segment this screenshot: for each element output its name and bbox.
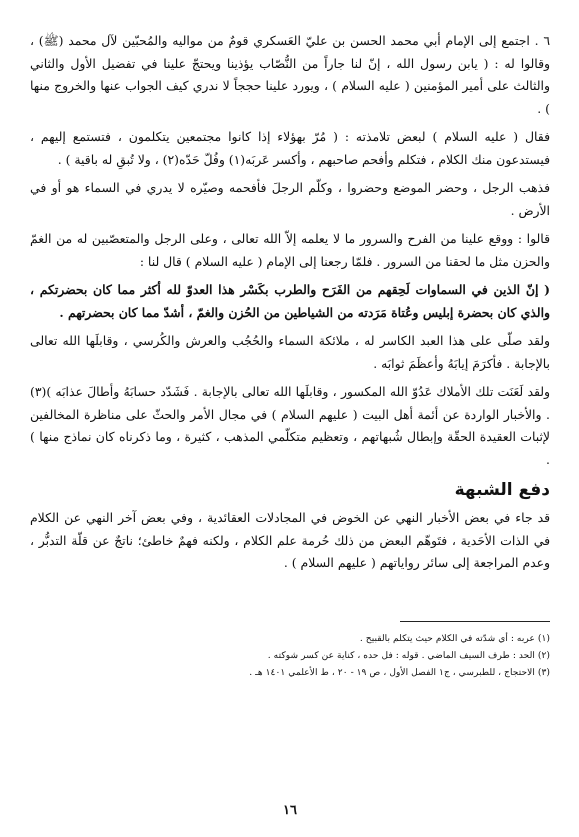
page-number: ١٦: [283, 803, 297, 818]
paragraph-6: ولقد صلّى على هذا العبد الكاسر له ، ملائكة السماء والحُجُب والعرش والكُرسي ، وقابلَها الله تعالى بالإجابة . فأكرَمَ إيابَهُ وأعظَمَ ثوابَه .: [30, 333, 550, 371]
paragraph-2: فقال ( عليه السلام ) لبعض تلامذته : ( مُرّ بهؤلاء إذا كانوا مجتمعين يتكلمون ، فتستمع إليهم ، فيستدعون منك الكلام ، فتكلم وأفحم صاحبهم ، وأكسر عَربَه(١) وفُلّ حَدّه(٢) ، ولا تُبقِ له باقية ) .: [30, 129, 550, 167]
footnote-2: (٢) الحد : طرف السيف الماضي . قوله : فل حده ، كناية عن كسر شوكته .: [267, 649, 550, 661]
document-page: [30, 30, 550, 820]
footnote-3: (٣) الاحتجاج ، للطبرسي ، ج١ الفصل الأول ، ص ١٩ - ٢٠ ، ط الأعلمي ١٤٠١ هـ .: [249, 666, 550, 678]
paragraph-5-quote: ( إنّ الذين في السماوات لَحِقهم من الفَرَح والطرب بكَسْر هذا العدوّ لله أكثر مما كان بحضرتكم ، والذي كان بحضرة إبليس وعُتاة مَرَدته من الشياطين من الحُزن والغمّ ، أشدّ مما كان بحضرتهم .: [30, 282, 550, 320]
footnote-divider: [400, 621, 550, 622]
paragraph-7: ولقد لَعَنَت تلك الأملاك عَدُوّ الله المكسور ، وقابلَها الله تعالى بالإجابة . فَشَدّد حسابَهُ وأطالَ عذابَه )(٣) . والأخبار الواردة عن أئمة أهل البيت ( عليهم السلام ) في مجال الأمر والحثّ على مناظرة المخالفين لإثبات العقيدة الحقّة وإبطال شُبهاتهم ، وتعظيم متكلّمي المذهب ، كثيرة ، وما ذكرناه كان نماذج منها ) .: [30, 384, 550, 467]
section-heading: دفع الشبهة: [454, 480, 550, 500]
paragraph-3: فذهب الرجل ، وحضر الموضع وحضروا ، وكلّم الرجلَ فأفحمه وصيّره لا يدري في السماء هو أو في الأرض .: [30, 180, 550, 218]
closing-paragraph: قد جاء في بعض الأخبار النهي عن الخوض في المجادلات العقائدية ، وفي بعض آخر النهي عن الكلام في الذات الأحَدية ، فتَوهّم البعض من ذلك حُرمة علم الكلام ، ولكنه فهمٌ خاطئ؛ ناتجٌ عن قلّة التدبُّر ، وعدم المراجعة إلى سائر رواياتهم ( عليهم السلام ) .: [30, 510, 550, 570]
paragraph-1: ٦ . اجتمع إلى الإمام أبي محمد الحسن بن عليّ العَسكري قومٌ من مواليه والمُحبّين لآل محمد (ﷺ) ، وقالوا له : ( يابن رسول الله ، إنّ لنا جاراً من النُّصّاب يؤذينا ويحتجّ علينا في تفضيل الأول والثاني والثالث على أمير المؤمنين ( عليه السلام ) ، ويورد علينا حججاً لا ندري كيف الجواب عنها والخروج منها ) .: [30, 33, 550, 116]
footnote-1: (١) عربه : أي شدّته في الكلام حيث يتكلم بالقبيح .: [359, 632, 550, 644]
paragraph-4: قالوا : ووقع علينا من الفرح والسرور ما لا يعلمه إلاّ الله تعالى ، وعلى الرجل والمتعصّبين له من الغمّ والحزن مثل ما لحقنا من السرور . فلمّا رجعنا إلى الإمام ( عليه السلام ) قال لنا :: [30, 231, 550, 269]
